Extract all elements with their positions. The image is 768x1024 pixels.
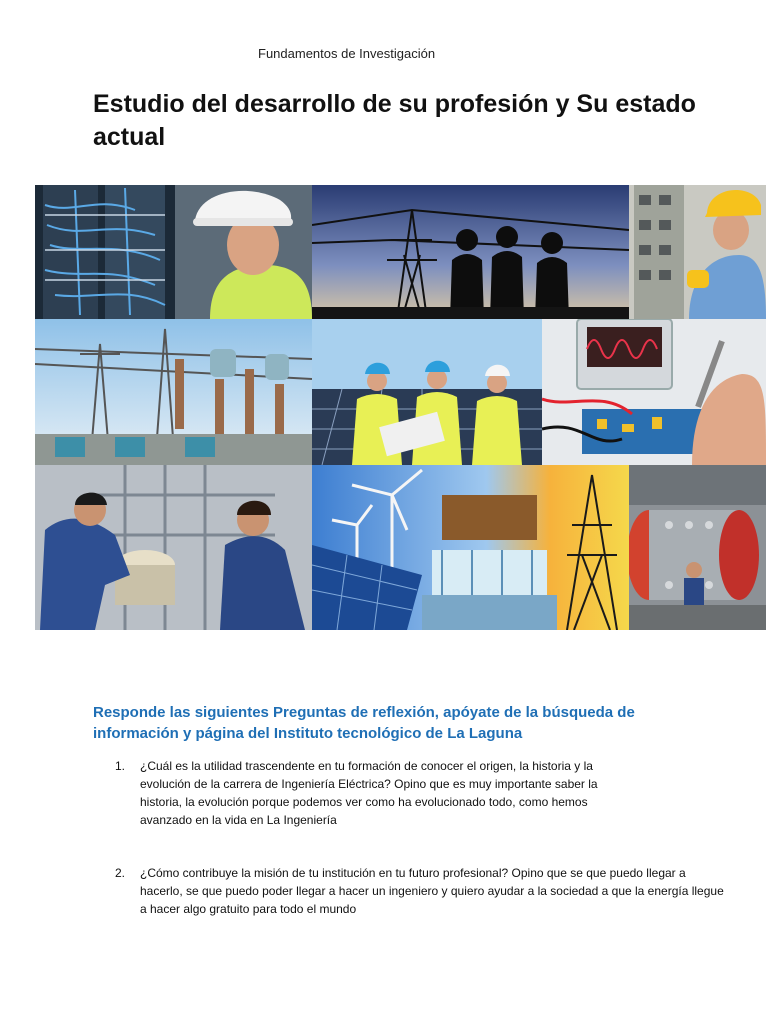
instructions-subheading: Responde las siguientes Preguntas de reflexión, apóyate de la búsqueda de información y página del Instituto tecnológico de La Laguna <box>93 704 635 742</box>
question-number: 2. <box>115 866 126 880</box>
electrician-yellow-helmet-photo <box>629 185 766 319</box>
question-text: ¿Cómo contribuye la misión de tu institución en tu futuro profesional? Opino que se que puedo llegar a hacerlo, se que puedo poder llegar a hacer un ingeniero y quiero ayudar a la sociedad a que la energía llegue a hacer algo gratuito para todo el mundo <box>140 866 724 916</box>
industrial-machine-photo <box>629 465 766 630</box>
engineering-photo-collage <box>35 185 766 630</box>
power-tower-silhouettes-photo <box>312 185 629 319</box>
question-text: ¿Cuál es la utilidad trascendente en tu formación de conocer el origen, la historia y la evolución de la carrera de Ingeniería Eléctrica? Opino que es muy importante saber la historia, la evolución porque podemos ver como ha evolucionado todo, como hemos avanzado en la vida en La Ingeniería <box>140 759 598 827</box>
question-number: 1. <box>115 759 126 773</box>
renewable-energy-photo <box>312 465 629 630</box>
document-title: Estudio del desarrollo de su profesión y Su estado actual <box>93 90 696 151</box>
substation-photo <box>35 319 312 465</box>
industrial-workers-photo <box>35 465 312 630</box>
electronics-testing-photo <box>542 319 766 465</box>
server-room-technician-photo <box>35 185 312 319</box>
solar-panel-engineers-photo <box>312 319 542 465</box>
document-header: Fundamentos de Investigación <box>258 46 436 61</box>
